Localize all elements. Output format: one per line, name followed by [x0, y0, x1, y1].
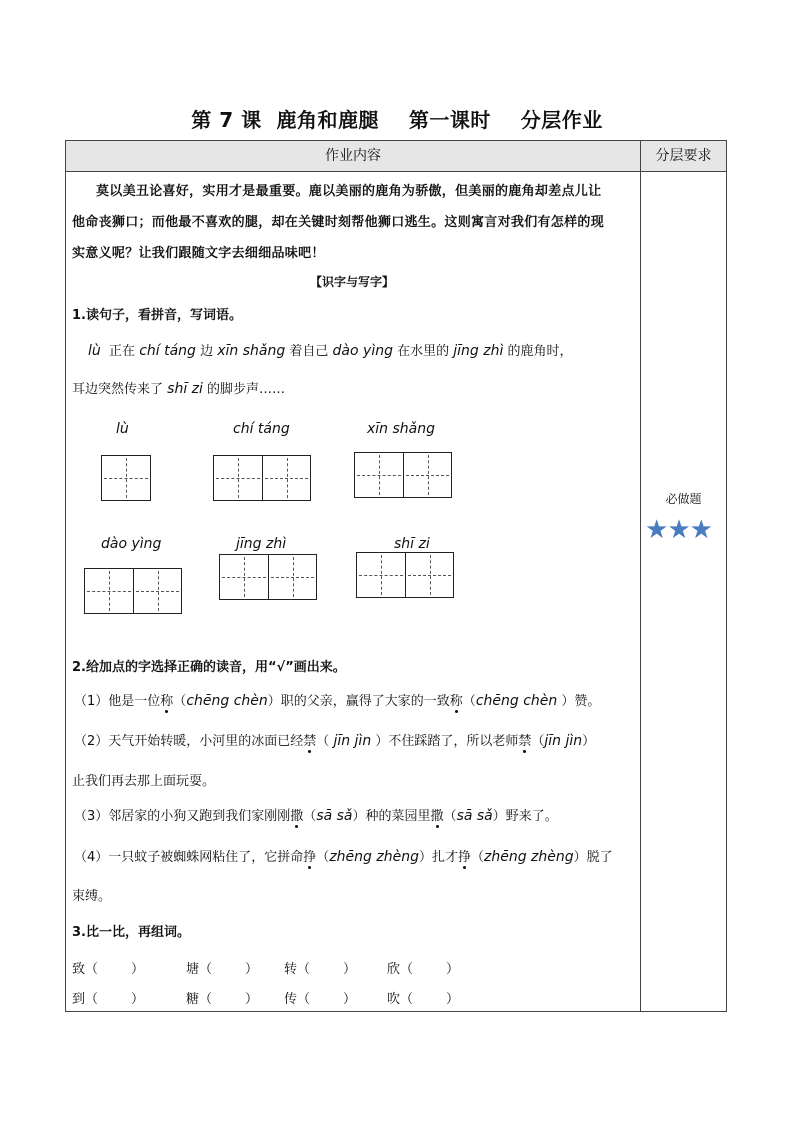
text: （1）他是一位 [74, 694, 161, 709]
grid-cell[interactable] [220, 555, 268, 599]
pinyin-options[interactable]: jīn jìn [333, 733, 372, 749]
grid-pinyin: xīn shǎng [367, 421, 436, 437]
pinyin-options[interactable]: chēng chèn [186, 693, 268, 709]
writing-grid[interactable] [101, 455, 151, 501]
text: 在水里的 [397, 344, 450, 359]
q3-row-2-item[interactable]: 糖（ ） [186, 992, 259, 1007]
q2-item-4-line-2: 束缚。 [72, 889, 112, 904]
grid-cell[interactable] [214, 456, 262, 500]
text: （4）一只蚊子被蜘蛛网粘住了，它拼命 [74, 850, 304, 865]
table-header [66, 141, 726, 172]
text: （ [443, 809, 457, 824]
column-divider [640, 141, 641, 1011]
q2-item-1 [74, 690, 600, 709]
q3-row-2-item[interactable]: 吹（ ） [387, 992, 460, 1007]
header-requirement: 分层要求 [655, 148, 712, 164]
pinyin-options[interactable]: sā sǎ [456, 808, 493, 824]
dotted-char: 称 [449, 694, 463, 709]
text: ）扎才 [418, 850, 458, 865]
grid-pinyin: shī zi [394, 536, 430, 552]
text: 正在 [109, 344, 136, 359]
writing-grid[interactable] [219, 554, 317, 600]
intro-line-3: 实意义呢？让我们跟随文字去细细品味吧！ [72, 246, 325, 261]
grid-pinyin: chí táng [233, 421, 290, 437]
dotted-char: 撒 [430, 809, 444, 824]
text: （3）邻居家的小狗又跑到我们家刚刚 [74, 809, 291, 824]
q3-row-1-item[interactable]: 转（ ） [284, 962, 357, 977]
requirement-label: 必做题 [665, 492, 702, 506]
dotted-char: 禁 [518, 734, 532, 749]
pinyin: lù [88, 343, 101, 359]
grid-cell[interactable] [102, 456, 150, 500]
text: （2）天气开始转暖，小河里的冰面已经 [74, 734, 304, 749]
q3-row-2-item[interactable]: 到（ ） [72, 992, 145, 1007]
text: 的脚步声…… [207, 382, 286, 397]
star-icon: ★ [645, 515, 668, 545]
pinyin-options[interactable]: zhēng zhèng [484, 849, 574, 865]
writing-grid[interactable] [84, 568, 182, 614]
text: ） [582, 734, 596, 749]
text: （ [316, 734, 334, 749]
text: （ [316, 850, 330, 865]
text: （ [470, 850, 484, 865]
text: ）赞。 [557, 694, 601, 709]
pinyin: shī zi [167, 381, 203, 397]
dotted-char: 挣 [457, 850, 471, 865]
grid-cell[interactable] [405, 553, 453, 597]
text: （ [303, 809, 317, 824]
dotted-char: 称 [160, 694, 174, 709]
q3-title: 3.比一比，再组词。 [72, 925, 190, 940]
pinyin-options[interactable]: sā sǎ [316, 808, 353, 824]
intro-line-1: 莫以美丑论喜好，实用才是最重要。鹿以美丽的鹿角为骄傲，但美丽的鹿角却差点儿让 [96, 184, 602, 199]
writing-grid[interactable] [354, 452, 452, 498]
q3-row-2-item[interactable]: 传（ ） [284, 992, 357, 1007]
grid-pinyin: jīng zhì [236, 536, 287, 552]
writing-grid[interactable] [356, 552, 454, 598]
text: ）种的菜园里 [352, 809, 431, 824]
page-title: 第 7 课 鹿角和鹿腿 第一课时 分层作业 [191, 108, 603, 132]
q3-row-1-item[interactable]: 塘（ ） [186, 962, 259, 977]
grid-cell[interactable] [268, 555, 316, 599]
grid-pinyin: dào yìng [101, 536, 162, 552]
grid-cell[interactable] [357, 553, 405, 597]
pinyin: jīng zhì [453, 343, 504, 359]
pinyin: dào yìng [332, 343, 393, 359]
q2-item-4 [74, 846, 613, 865]
q2-item-2 [74, 730, 595, 749]
text: ）不住踩踏了，所以老师 [371, 734, 519, 749]
pinyin: chí táng [139, 343, 196, 359]
pinyin-options[interactable]: jīn jìn [544, 733, 583, 749]
q1-sentence-line-2 [72, 378, 285, 397]
q3-row-1-item[interactable]: 欣（ ） [387, 962, 460, 977]
q2-item-2-line-2: 止我们再去那上面玩耍。 [72, 774, 216, 789]
intro-line-2: 他命丧狮口；而他最不喜欢的腿，却在关键时刻帮他狮口逃生。这则寓言对我们有怎样的现 [72, 215, 605, 230]
q1-title: 1.读句子，看拼音，写词语。 [72, 308, 242, 323]
grid-cell[interactable] [403, 453, 451, 497]
text: （ [531, 734, 545, 749]
pinyin-options[interactable]: chēng chèn [475, 693, 558, 709]
text: （ [462, 694, 476, 709]
text: 耳边突然传来了 [72, 382, 164, 397]
star-icon: ★ [667, 515, 690, 545]
text: （ [173, 694, 187, 709]
q1-sentence-line-1 [88, 340, 573, 359]
text: ）野来了。 [492, 809, 558, 824]
pinyin: xīn shǎng [217, 343, 286, 359]
dotted-char: 禁 [303, 734, 317, 749]
text: ）脱了 [573, 850, 613, 865]
dotted-char: 撒 [290, 809, 304, 824]
header-content: 作业内容 [325, 148, 381, 164]
difficulty-stars [645, 515, 712, 545]
text: 的鹿角时， [507, 344, 573, 359]
grid-cell[interactable] [262, 456, 310, 500]
text: ）职的父亲，赢得了大家的一致 [267, 694, 450, 709]
grid-cell[interactable] [85, 569, 133, 613]
q2-title: 2.给加点的字选择正确的读音，用“√”画出来。 [72, 660, 346, 675]
dotted-char: 挣 [303, 850, 317, 865]
q3-row-1-item[interactable]: 致（ ） [72, 962, 145, 977]
text: 边 [200, 344, 214, 359]
q2-item-3 [74, 805, 558, 824]
pinyin-options[interactable]: zhēng zhèng [329, 849, 419, 865]
section-title: 【识字与写字】 [309, 275, 394, 289]
writing-grid[interactable] [213, 455, 311, 501]
grid-cell[interactable] [133, 569, 181, 613]
text: 着自己 [289, 344, 329, 359]
grid-pinyin: lù [116, 421, 129, 437]
grid-cell[interactable] [355, 453, 403, 497]
star-icon: ★ [689, 515, 712, 545]
